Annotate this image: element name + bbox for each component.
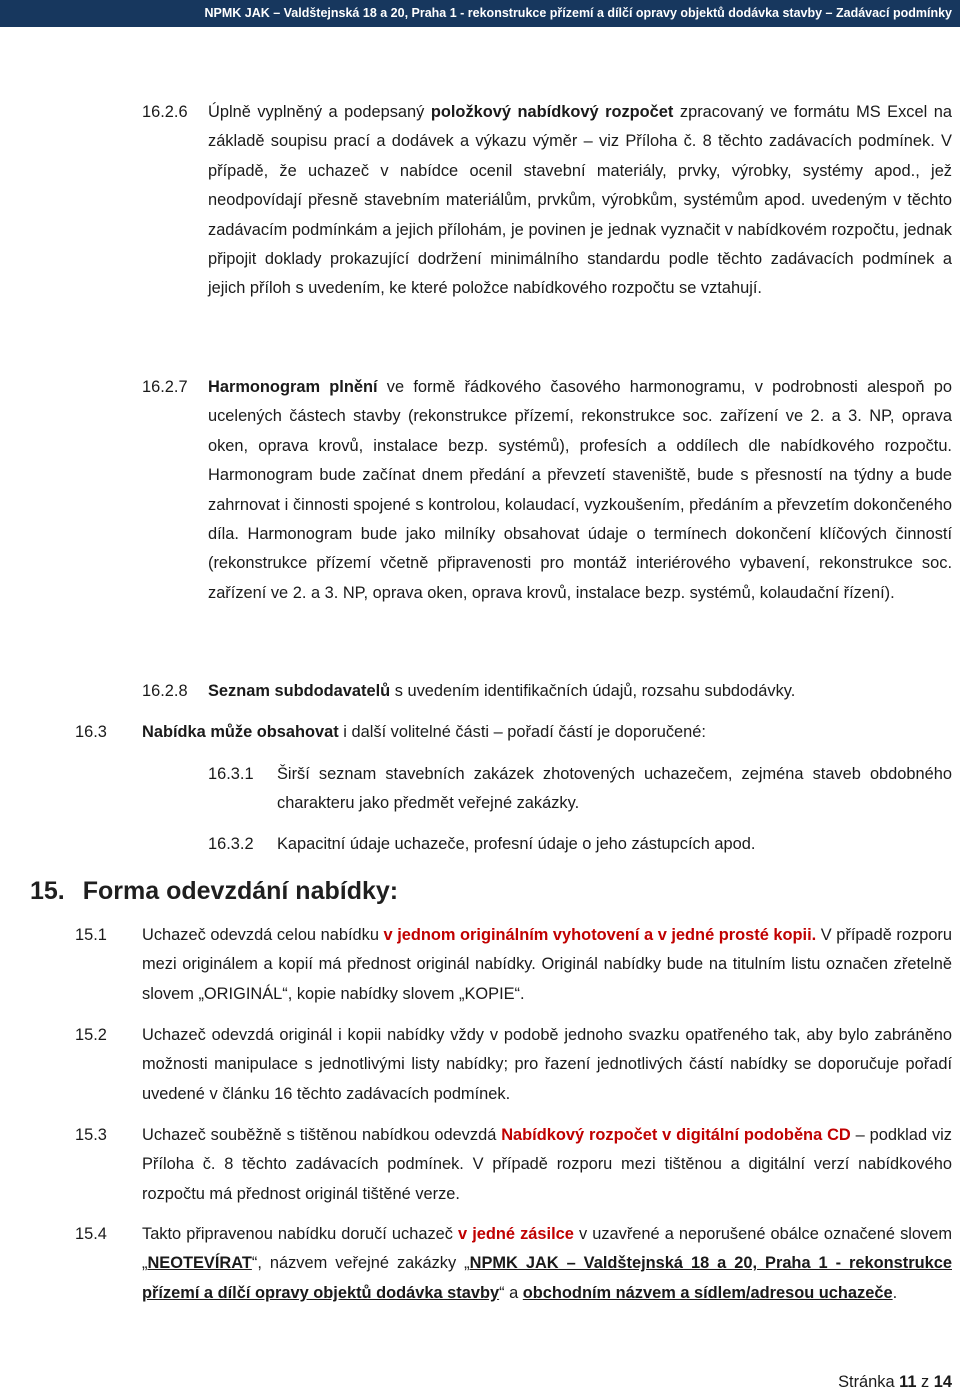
paragraph-15-1: Uchazeč odevzdá celou nabídku v jednom originálním vyhotovení a v jedné prosté kopii. V případě rozporu mezi originálem a kopií má přednost originál nabídky. Originál nabídky bude na titulním listu označen zřetelně slovem „ORIGINÁL“, kopie nabídky slovem „KOPIE“. <box>142 926 953 1003</box>
section-number-15-2: 15.2 <box>75 1026 107 1044</box>
total-pages: 14 <box>933 1373 952 1391</box>
highlight-one-original-one-copy: v jednom originálním vyhotovení a v jedné prosté kopii. <box>383 926 817 944</box>
paragraph-16-2-6: Úplně vyplněný a podepsaný položkový nabídkový rozpočet zpracovaný ve formátu MS Excel na základě soupisu prací a dodávek a výkazu výměr – viz Příloha č. 8 těchto zadávacích podmínek. V případě, že uchazeč v nabídce ocenil stavební materiály, prvky, výrobky, systémy apod., jež neodpovídají přesně stavebním materiálům, prvkům, výrobkům, systémům apod. uvedeným v těchto zadávacím podmínkám a jejich přílohám, je povinen je jednak vyznačit v nabídkovém rozpočtu, jednak připojit doklady prokazující dodržení minimálního standardu podle těchto zadávacích podmínek a jejich příloh s uvedením, ke které položce nabídkového rozpočtu se vztahují. <box>208 103 952 298</box>
section-heading-15: 15. Forma odevzdání nabídky: <box>30 877 399 905</box>
section-number-16-3-2: 16.3.2 <box>208 835 254 853</box>
paragraph-16-2-8: Seznam subdodavatelů s uvedením identifikačních údajů, rozsahu subdodávky. <box>208 682 796 700</box>
section-number-15-1: 15.1 <box>75 926 107 944</box>
paragraph-16-3: Nabídka může obsahovat i další volitelné části – pořadí částí je doporučené: <box>142 723 706 741</box>
bold-itemized-budget: položkový nabídkový rozpočet <box>430 103 674 121</box>
paragraph-15-2: Uchazeč odevzdá originál i kopii nabídky vždy v podobě jednoho svazku opatřeného tak, aby bylo zabráněno možnosti manipulace s jednotlivými listy nabídky; pro řazení jednotlivých částí nabídky se doporučuje pořadí uvedené v článku 16 těchto zadávacích podmínek. <box>142 1026 952 1103</box>
section-number-16-2-7: 16.2.7 <box>142 378 188 396</box>
paragraph-15-3: Uchazeč souběžně s tištěnou nabídkou odevzdá Nabídkový rozpočet v digitální podoběna CD – podklad viz Příloha č. 8 těchto zadávacích podmínek. V případě rozporu mezi tištěnou a digitální verzí nabídkového rozpočtu má přednost originál tištěné verze. <box>142 1126 952 1203</box>
bold-schedule: Harmonogram plnění <box>208 378 378 396</box>
page-footer: Stránka 11 z 14 <box>838 1373 952 1391</box>
contract-name: NPMK JAK – Valdštejnská 18 a 20, Praha 1 - rekonstrukce přízemí a dílčí opravy objektů dodávka stavby <box>142 1254 952 1302</box>
section-number-15-3: 15.3 <box>75 1126 107 1144</box>
envelope-label-neotevirat: NEOTEVÍRAT <box>147 1254 252 1273</box>
section-number-16-3-1: 16.3.1 <box>208 765 254 783</box>
highlight-one-parcel: v jedné zásilce <box>458 1225 574 1243</box>
bold-subcontractors: Seznam subdodavatelů <box>208 682 391 700</box>
section-number-15-4: 15.4 <box>75 1225 107 1243</box>
bidder-name-address: obchodním názvem a sídlem/adresou uchazeče <box>522 1283 893 1302</box>
bold-offer-may-contain: Nabídka může obsahovat <box>142 723 339 741</box>
current-page-number: 11 <box>899 1373 917 1391</box>
highlight-digital-budget: Nabídkový rozpočet v digitální podoběna CD <box>501 1126 851 1144</box>
section-number-16-3: 16.3 <box>75 723 107 741</box>
paragraph-15-4: Takto připravenou nabídku doručí uchazeč v jedné zásilce v uzavřené a neporušené obálce označené slovem „NEOTEVÍRAT“, názvem veřejné zakázky „NPMK JAK – Valdštejnská 18 a 20, Praha 1 - rekonstrukce přízemí a dílčí opravy objektů dodávka stavby“ a obchodním názvem a sídlem/adresou uchazeče. <box>142 1225 952 1302</box>
paragraph-16-2-7: Harmonogram plnění ve formě řádkového časového harmonogramu, v podrobnosti alespoň po ucelených částech stavby (rekonstrukce přízemí, rekonstrukce soc. zařízení ve 2. a 3. NP, oprava oken, oprava krovů, instalace bezp. systémů), profesích a oddílech dle nabídkového rozpočtu. Harmonogram bude začínat dnem předání a převzetí staveniště, bude s přesností na týdny a bude zahrnovat i činnosti spojené s kontrolou, kolaudací, vyzkoušením, předáním a převzetím dokončeného díla. Harmonogram bude jako milníky obsahovat údaje o termínech dokončení klíčových činností (rekonstrukce přízemí včetně připravenosti pro montáž interiérového vybavení, rekonstrukce soc. zařízení ve 2. a 3. NP, oprava oken, oprava krovů, instalace bezp. systémů, kolaudační řízení). <box>208 378 952 602</box>
section-number-16-2-6: 16.2.6 <box>142 103 188 121</box>
section-number-16-2-8: 16.2.8 <box>142 682 188 700</box>
paragraph-16-3-2: Kapacitní údaje uchazeče, profesní údaje o jeho zástupcích apod. <box>277 835 756 853</box>
running-header: NPMK JAK – Valdštejnská 18 a 20, Praha 1 - rekonstrukce přízemí a dílčí opravy objektů dodávka stavby – Zadávací podmínky <box>0 0 960 27</box>
paragraph-16-3-1: Širší seznam stavebních zakázek zhotovených uchazečem, zejména staveb obdobného charakteru jako předmět veřejné zakázky. <box>277 765 952 813</box>
